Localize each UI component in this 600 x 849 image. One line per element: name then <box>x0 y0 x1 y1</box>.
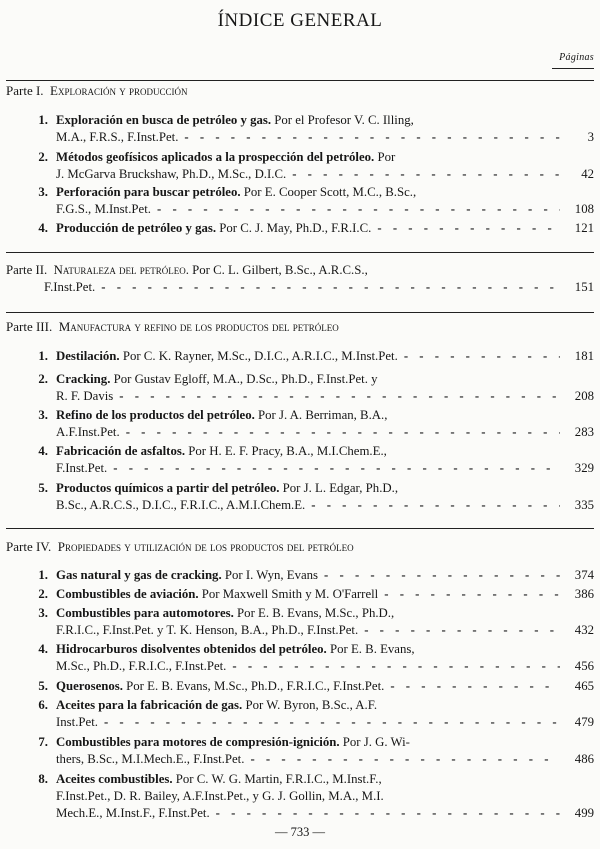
page-number: 465 <box>574 679 594 693</box>
pages-column-header: Páginas <box>559 52 594 63</box>
section-divider <box>6 528 594 529</box>
page-number: 335 <box>574 498 594 512</box>
page-number: 499 <box>574 806 594 820</box>
page-number: 329 <box>574 461 594 475</box>
page-number: 151 <box>574 280 594 294</box>
page-number: 432 <box>574 623 594 637</box>
page-title: ÍNDICE GENERAL <box>217 10 383 31</box>
page-number: 208 <box>574 389 594 403</box>
section-divider <box>6 252 594 253</box>
page-number: 386 <box>574 587 594 601</box>
page-number: 108 <box>574 202 594 216</box>
pages-header-rule <box>552 68 594 69</box>
part-heading-3: Parte III. Manufactura y refino de los productos del petróleo <box>6 319 339 334</box>
page-number: 374 <box>574 568 594 582</box>
page-footer-number: — 733 — <box>275 825 325 839</box>
page-number: 42 <box>581 167 594 181</box>
section-divider <box>6 80 594 81</box>
page-number: 456 <box>574 659 594 673</box>
page-number: 479 <box>574 715 594 729</box>
part-heading-4: Parte IV. Propiedades y utilización de los productos del petróleo <box>6 539 354 554</box>
page-number: 121 <box>574 221 594 235</box>
page-number: 486 <box>574 752 594 766</box>
page-number: 181 <box>574 349 594 363</box>
page-number: 283 <box>574 425 594 439</box>
part-heading-1: Parte I. Exploración y producción <box>6 83 188 98</box>
section-divider <box>6 312 594 313</box>
page-number: 3 <box>587 130 594 144</box>
